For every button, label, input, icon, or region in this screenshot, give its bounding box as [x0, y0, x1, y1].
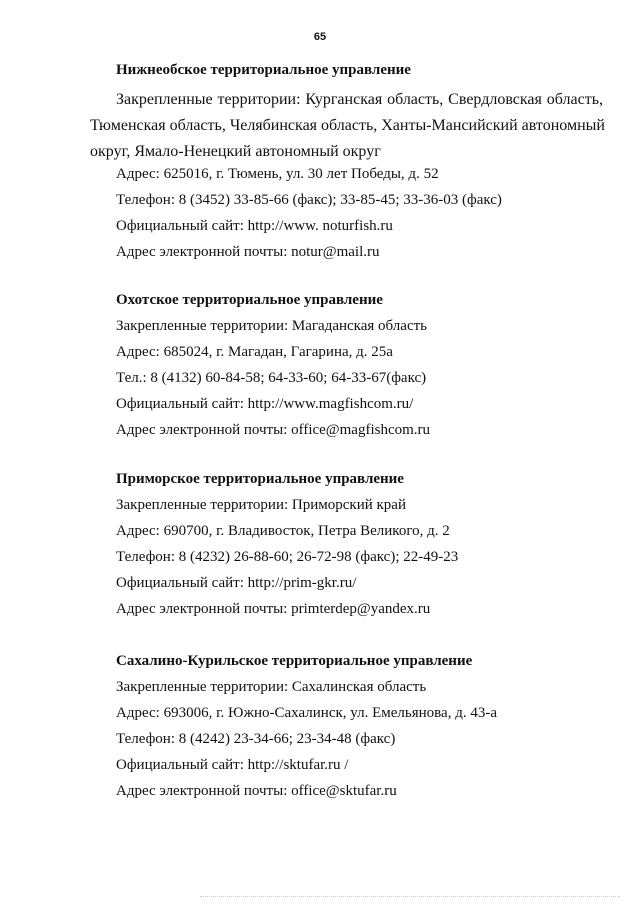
page-number: 65 — [313, 31, 327, 43]
territories-line: Закрепленные территории: Магаданская область — [116, 318, 428, 334]
territories-line-1: Закрепленные территории: Курганская область, Свердловская область, — [116, 91, 603, 108]
section-sakhalino-kurilskoe — [0, 652, 640, 808]
address-line: Адрес: 693006, г. Южно-Сахалинск, ул. Емельянова, д. 43-а — [116, 705, 497, 721]
website-line: Официальный сайт: http://prim-gkr.ru/ — [116, 575, 357, 591]
phone-line: Телефон: 8 (3452) 33-85-66 (факс); 33-85-45; 33-36-03 (факс) — [116, 192, 502, 208]
email-line: Адрес электронной почты: office@magfishcom.ru — [116, 422, 431, 438]
territories-line-3: округ, Ямало-Ненецкий автономный округ — [90, 143, 381, 160]
section-title: Нижнеобское территориальное управление — [116, 62, 411, 78]
address-line: Адрес: 625016, г. Тюмень, ул. 30 лет Победы, д. 52 — [116, 166, 439, 182]
territories-line-2: Тюменская область, Челябинская область, Ханты-Мансийский автономный — [90, 117, 605, 134]
scan-artifact-divider — [200, 895, 620, 897]
section-title: Приморское территориальное управление — [116, 471, 404, 487]
section-title: Сахалино-Курильское территориальное управление — [116, 653, 473, 669]
phone-line: Телефон: 8 (4232) 26-88-60; 26-72-98 (факс); 22-49-23 — [116, 549, 459, 565]
territories-line: Закрепленные территории: Приморский край — [116, 497, 406, 513]
address-line: Адрес: 685024, г. Магадан, Гагарина, д. 25а — [116, 344, 393, 360]
territories-paragraph — [90, 87, 603, 165]
section-okhotskoe — [0, 291, 640, 447]
section-title: Охотское территориальное управление — [116, 292, 383, 308]
section-primorskoe — [0, 470, 640, 626]
address-line: Адрес: 690700, г. Владивосток, Петра Великого, д. 2 — [116, 523, 450, 539]
website-line: Официальный сайт: http://sktufar.ru / — [116, 757, 349, 773]
territories-line: Закрепленные территории: Сахалинская область — [116, 679, 427, 695]
email-line: Адрес электронной почты: office@sktufar.ru — [116, 783, 397, 799]
phone-line: Тел.: 8 (4132) 60-84-58; 64-33-60; 64-33-67(факс) — [116, 370, 427, 386]
section-nizhneobskoe — [0, 61, 640, 269]
website-line: Официальный сайт: http://www. noturfish.ru — [116, 218, 393, 234]
email-line: Адрес электронной почты: notur@mail.ru — [116, 244, 380, 260]
email-line: Адрес электронной почты: primterdep@yandex.ru — [116, 601, 431, 617]
website-line: Официальный сайт: http://www.magfishcom.ru/ — [116, 396, 414, 412]
phone-line: Телефон: 8 (4242) 23-34-66; 23-34-48 (факс) — [116, 731, 396, 747]
